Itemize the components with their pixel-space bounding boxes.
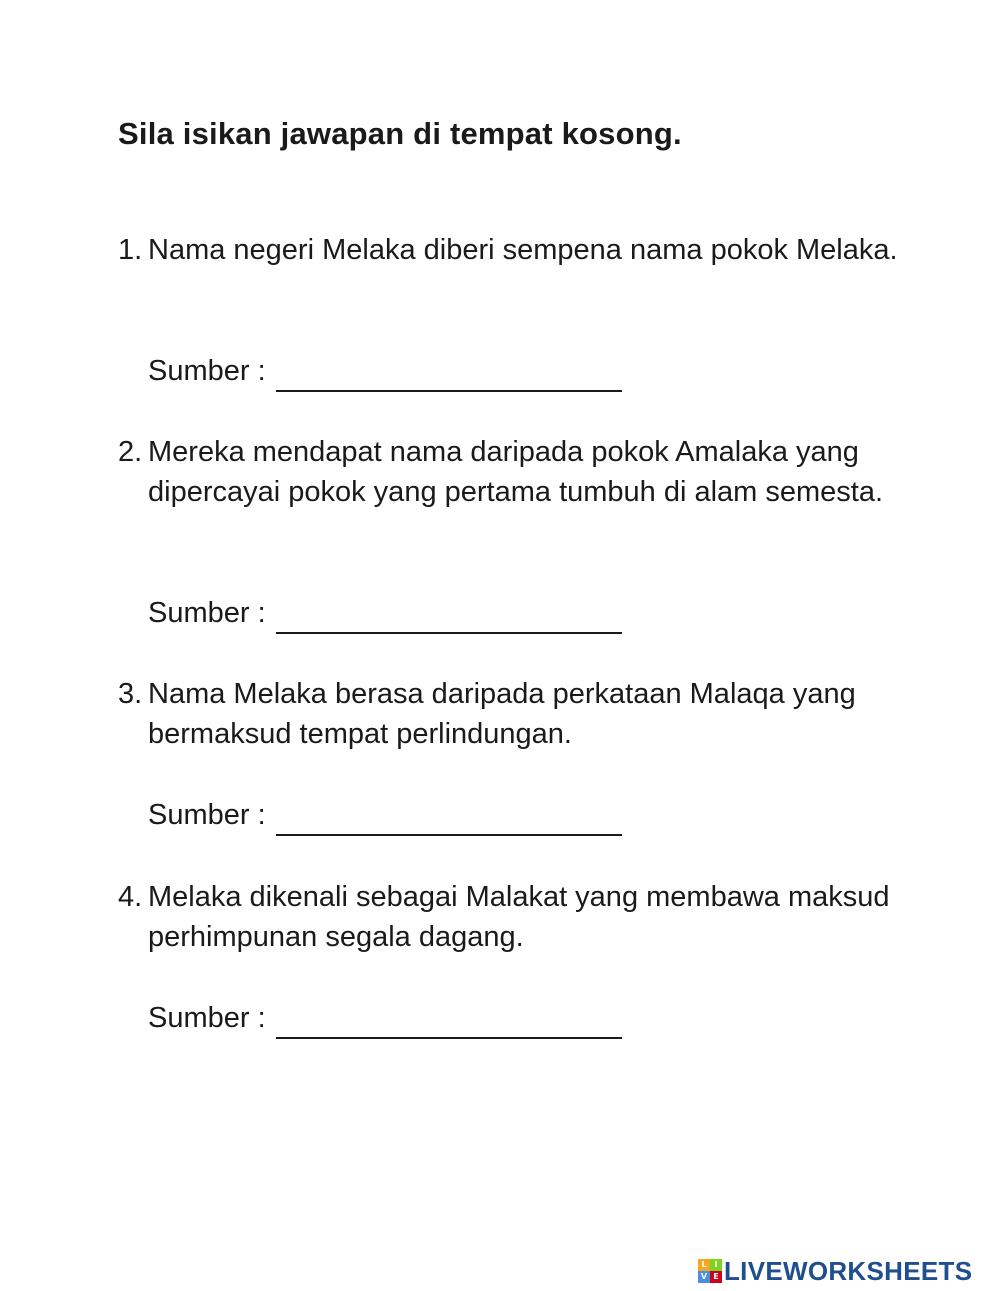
answer-label: Sumber : [148,597,266,629]
liveworksheets-brand[interactable] [698,1256,972,1286]
answer-input-3[interactable] [276,804,622,836]
question-text: Nama negeri Melaka diberi sempena nama pokok Melaka. [148,234,898,266]
answer-label: Sumber : [148,355,266,387]
question-4 [118,877,898,957]
question-2 [118,432,898,512]
answer-row-1 [148,351,622,391]
logo-letter: V [698,1271,710,1283]
brand-name: LIVEWORKSHEETS [724,1255,973,1286]
answer-row-3 [148,795,622,835]
answer-label: Sumber : [148,799,266,831]
question-text: Nama Melaka berasa daripada perkataan Malaqa yang bermaksud tempat perlindungan. [148,678,856,750]
question-number: 3. [118,678,143,710]
question-3 [118,674,898,754]
question-number: 4. [118,881,143,913]
logo-letter: I [710,1259,722,1271]
answer-input-1[interactable] [276,360,622,392]
question-text: Melaka dikenali sebagai Malakat yang membawa maksud perhimpunan segala dagang. [148,881,890,953]
question-number: 2. [118,436,143,468]
question-text: Mereka mendapat nama daripada pokok Amalaka yang dipercayai pokok yang pertama tumbuh di alam semesta. [148,436,884,508]
answer-input-2[interactable] [276,602,622,634]
worksheet-title: Sila isikan jawapan di tempat kosong. [118,116,682,151]
question-number: 1. [118,234,143,266]
liveworksheets-logo-icon [698,1259,722,1283]
question-1 [118,230,898,270]
logo-letter: E [710,1271,722,1283]
answer-label: Sumber : [148,1002,266,1034]
answer-row-4 [148,998,622,1038]
logo-letter: L [698,1259,710,1271]
answer-input-4[interactable] [276,1007,622,1039]
answer-row-2 [148,593,622,633]
